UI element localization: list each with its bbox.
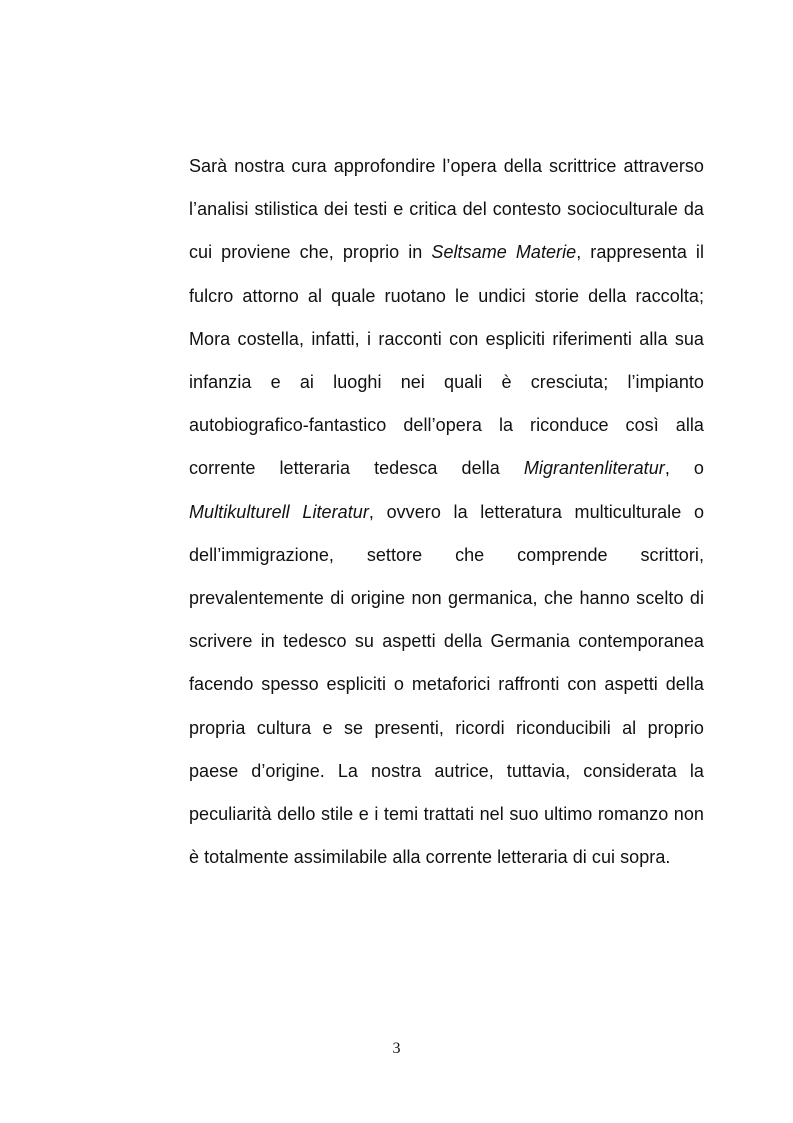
italic-term-run: Migrantenliteratur (523, 458, 665, 479)
page-number: 3 (392, 1040, 401, 1057)
italic-term-run: Multikulturell Literatur (189, 501, 369, 522)
text-run: , ovvero la letteratura multiculturale o dell’immigrazione, settore che comprende scrittori, prevalentemente di origine non germanica, che hanno scelto di scrivere in tedesco su aspetti della Germania contemporanea facendo spesso espliciti o metaforici raffronti con aspetti della propria cultura e se presenti, ricordi riconducibili al proprio paese d’origine. La nostra autrice, tuttavia, considerata la peculiarità dello stile e i temi trattati nel suo ultimo romanzo non è totalmente assimilabile alla corrente letteraria di cui sopra. (189, 501, 705, 868)
text-run: Sarà nostra cura approfondire l’opera della scrittrice attraverso l’analisi stilistica dei testi e critica del contesto socioculturale da cui proviene che, proprio in (189, 156, 704, 263)
text-run: , rappresenta il fulcro attorno al quale ruotano le undici storie della raccolta; Mora costella, infatti, i racconti con espliciti riferimenti alla sua infanzia e ai luoghi nei quali è cresciuta; l’impianto autobiografico-fantastico dell’opera la riconduce così alla corrente letteraria tedesca della (189, 242, 705, 479)
text-run: , o (664, 458, 704, 479)
body-paragraph (189, 145, 704, 879)
italic-title-run: Seltsame Materie (431, 242, 577, 263)
